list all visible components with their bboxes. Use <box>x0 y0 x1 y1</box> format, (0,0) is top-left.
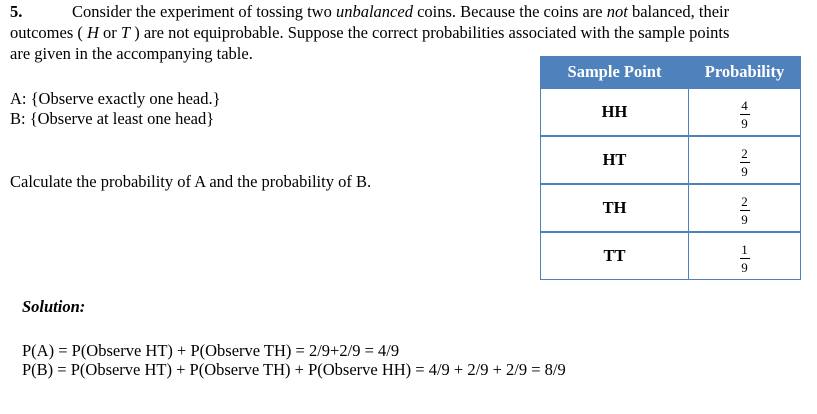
question-line-2 <box>10 22 810 43</box>
question-text-segment: or <box>98 23 121 42</box>
question-text-segment: outcomes ( <box>10 23 87 42</box>
sample-point-cell: HH <box>541 88 689 136</box>
emphasis-not: not <box>606 2 628 21</box>
question-line-3: are given in the accompanying table. <box>10 44 253 63</box>
fraction-denominator: 9 <box>741 163 748 179</box>
table-row <box>541 184 801 232</box>
instruction-text: Calculate the probability of A and the probability of B. <box>10 172 372 191</box>
solution-title: Solution: <box>22 297 86 316</box>
solution-line-a: P(A) = P(Observe HT) + P(Observe TH) = 2/9+2/9 = 4/9 <box>22 341 400 360</box>
fraction-bar <box>740 258 750 259</box>
question-text <box>10 1 810 64</box>
emphasis-unbalanced: unbalanced <box>335 2 413 21</box>
symbol-h: H <box>86 23 99 42</box>
table-header-row <box>541 57 801 89</box>
solution-line-b: P(B) = P(Observe HT) + P(Observe TH) + P(Observe HH) = 4/9 + 2/9 + 2/9 = 8/9 <box>22 360 566 379</box>
fraction <box>740 195 750 226</box>
fraction-numerator: 2 <box>741 145 748 161</box>
question-line-1 <box>10 1 810 22</box>
table-row <box>541 232 801 280</box>
sample-point-cell: TH <box>541 184 689 232</box>
probability-cell <box>689 184 801 232</box>
fraction-bar <box>740 114 750 115</box>
fraction <box>740 243 750 274</box>
probability-table <box>540 56 801 280</box>
fraction-numerator: 2 <box>741 193 748 209</box>
question-text-segment: ) are not equiprobable. Suppose the correct probabilities associated with the sample points <box>130 23 730 42</box>
probability-cell <box>689 136 801 184</box>
event-a: A: {Observe exactly one head.} <box>10 89 221 108</box>
table-row <box>541 136 801 184</box>
question-text-segment: balanced, their <box>627 2 730 21</box>
table-row <box>541 88 801 136</box>
event-b: B: {Observe at least one head} <box>10 109 215 128</box>
question-text-segment: coins. Because the coins are <box>412 2 607 21</box>
question-number: 5. <box>10 2 23 21</box>
fraction <box>740 147 750 178</box>
fraction <box>740 99 750 130</box>
header-probability: Probability <box>689 57 801 89</box>
fraction-denominator: 9 <box>741 259 748 275</box>
sample-point-cell: HT <box>541 136 689 184</box>
fraction-numerator: 1 <box>741 241 748 257</box>
fraction-numerator: 4 <box>741 97 748 113</box>
sample-point-cell: TT <box>541 232 689 280</box>
fraction-denominator: 9 <box>741 211 748 227</box>
fraction-bar <box>740 210 750 211</box>
question-text-segment: Consider the experiment of tossing two <box>72 2 336 21</box>
fraction-bar <box>740 162 750 163</box>
probability-cell <box>689 88 801 136</box>
symbol-t: T <box>120 23 131 42</box>
fraction-denominator: 9 <box>741 115 748 131</box>
header-sample-point: Sample Point <box>541 57 689 89</box>
probability-cell <box>689 232 801 280</box>
